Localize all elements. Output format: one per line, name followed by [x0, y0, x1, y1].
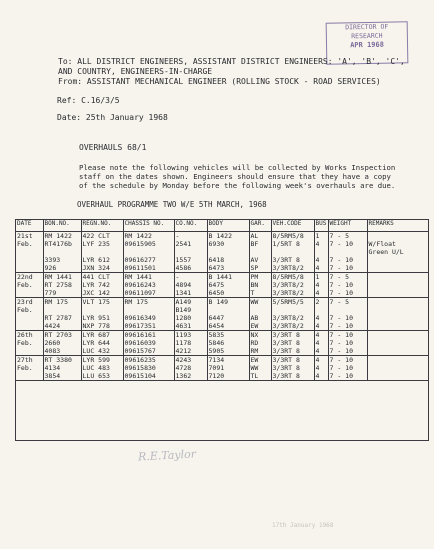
cell-line [45, 248, 80, 256]
cell-bon-no [43, 331, 81, 356]
cell-line: 4894 [175, 281, 192, 289]
cell-line: RD [250, 339, 259, 347]
cell-bus [314, 298, 328, 331]
cell-line: - [175, 232, 180, 240]
cell-line: 6450 [208, 289, 225, 297]
cell-line: 7 - 10 [329, 240, 353, 248]
cell-bus [314, 232, 328, 273]
cell-line: B 1422 [208, 232, 232, 240]
cell-line: LYR 742 [82, 281, 110, 289]
cell-chassis-no [123, 298, 174, 331]
cell-line: 422 CLT [82, 232, 110, 240]
cell-line: VLT 175 [82, 298, 110, 306]
cell-bon-no [43, 356, 81, 381]
cell-line: AV [250, 256, 259, 264]
cell-remarks [367, 356, 428, 381]
cell-line: 3393 [44, 256, 61, 264]
cell-line: 4134 [44, 364, 61, 372]
cell-line [369, 322, 428, 330]
cell-garage [249, 232, 271, 273]
cell-line: 2541 [175, 240, 192, 248]
cell-date [16, 356, 43, 381]
to-line: To: ALL DISTRICT ENGINEERS, ASSISTANT DISTRICT ENGINEERS: 'A', 'B', 'C', [58, 57, 405, 66]
cell-line: 6930 [208, 240, 225, 248]
cell-line: 09611097 [124, 289, 156, 297]
cell-line: 4212 [175, 347, 192, 355]
faint-footer-text: 17th January 1968 [272, 522, 334, 529]
cell-line: RM 1422 [44, 232, 72, 240]
cell-line: 4 [315, 264, 320, 272]
col-header-bon-no: BON.NO. [43, 220, 81, 232]
cell-bus [314, 356, 328, 381]
cell-line: 3/3RT 8 [272, 364, 300, 372]
cell-regn-no [81, 273, 123, 298]
cell-line [273, 306, 313, 314]
cell-line: 8/5RM5/8 [272, 232, 304, 240]
cell-line: 4 [315, 372, 320, 380]
cell-line: 09615104 [124, 372, 156, 380]
cell-line: Feb. [17, 281, 33, 289]
cell-veh-code [271, 273, 314, 298]
cell-line: 09615905 [124, 240, 156, 248]
cell-line: 22nd [17, 273, 33, 281]
cell-line: RT4176b [44, 240, 72, 248]
cell-line [369, 289, 428, 297]
cell-line [176, 248, 206, 256]
cell-line [17, 248, 42, 256]
cell-weight [328, 298, 367, 331]
cell-line: 5905 [208, 347, 225, 355]
cell-line: LYR 644 [82, 339, 110, 347]
cell-line: 1280 [175, 314, 192, 322]
cell-line [17, 372, 42, 380]
cell-line [17, 289, 42, 297]
cell-line: NXP 778 [82, 322, 110, 330]
cell-line: 09615767 [124, 347, 156, 355]
from-line: From: ASSISTANT MECHANICAL ENGINEER (ROLLING STOCK - ROAD SERVICES) [58, 77, 381, 86]
cell-line [45, 306, 80, 314]
cell-line: 2 [315, 298, 320, 306]
cell-line: WW [250, 298, 259, 306]
cell-garage [249, 356, 271, 381]
cell-co-no [174, 298, 207, 331]
overhaul-table [15, 219, 429, 441]
cell-line [17, 322, 42, 330]
cell-line [369, 347, 428, 355]
cell-line [369, 232, 428, 240]
cell-line: 09615830 [124, 364, 156, 372]
cell-line [209, 306, 248, 314]
cell-garage [249, 331, 271, 356]
cell-line: 09616235 [124, 356, 156, 364]
cell-line [369, 281, 428, 289]
cell-line: 3/3RT 8 [272, 256, 300, 264]
cell-line [369, 331, 428, 339]
cell-line: LYR 612 [82, 256, 110, 264]
cell-line: 7 - 5 [329, 273, 350, 281]
cell-co-no [174, 273, 207, 298]
cell-line: LUC 432 [82, 347, 110, 355]
cell-line: 7 - 10 [329, 289, 353, 297]
cell-line: 6475 [208, 281, 225, 289]
cell-line [125, 306, 173, 314]
cell-line [369, 372, 428, 380]
cell-weight [328, 232, 367, 273]
cell-line: RM 1441 [124, 273, 152, 281]
cell-chassis-no [123, 331, 174, 356]
cell-body [207, 331, 249, 356]
cell-co-no [174, 356, 207, 381]
cell-remarks [367, 298, 428, 331]
cell-remarks [367, 331, 428, 356]
cell-line: - [175, 273, 180, 281]
body-line-1: Please note the following vehicles will be collected by Works Inspection [79, 163, 396, 172]
cell-line: LYR 599 [82, 356, 110, 364]
cell-line [369, 298, 428, 306]
cell-body [207, 298, 249, 331]
cell-line: RT 3380 [44, 356, 72, 364]
cell-line: 6418 [208, 256, 225, 264]
cell-weight [328, 331, 367, 356]
cell-line: RM 1441 [44, 273, 72, 281]
cell-date [16, 331, 43, 356]
cell-line: 3/3RT 8 [272, 339, 300, 347]
cell-bon-no [43, 232, 81, 273]
cell-weight [328, 273, 367, 298]
cell-line: 4 [315, 347, 320, 355]
cell-regn-no [81, 331, 123, 356]
cell-line: 4 [315, 281, 320, 289]
cell-line: 09617351 [124, 322, 156, 330]
cell-regn-no [81, 298, 123, 331]
cell-line [316, 248, 327, 256]
cell-line: B149 [175, 306, 192, 314]
cell-line: Green U/L [368, 248, 404, 256]
cell-veh-code [271, 298, 314, 331]
cell-line: 7 - 10 [329, 256, 353, 264]
col-header-remarks: REMARKS [367, 220, 428, 232]
cell-co-no [174, 331, 207, 356]
cell-chassis-no [123, 356, 174, 381]
cell-line: LUC 483 [82, 364, 110, 372]
cell-line: 4631 [175, 322, 192, 330]
cell-line [83, 248, 122, 256]
cell-garage [249, 273, 271, 298]
cell-line: RT 2787 [44, 314, 72, 322]
cell-line: EW [250, 322, 259, 330]
cell-line: 3/3RT8/2 [272, 314, 304, 322]
cell-line: TL [250, 372, 259, 380]
cell-line: 4 [315, 289, 320, 297]
cell-line: 5835 [208, 331, 225, 339]
cell-line: 6447 [208, 314, 225, 322]
cell-line: 4586 [175, 264, 192, 272]
cell-line: W/Float [368, 240, 396, 248]
cell-regn-no [81, 356, 123, 381]
cell-line: WW [250, 364, 259, 372]
cell-line: RM 175 [44, 298, 68, 306]
cell-line: 7134 [208, 356, 225, 364]
cell-line: JXC 142 [82, 289, 110, 297]
cell-line [17, 314, 42, 322]
cell-line [369, 264, 428, 272]
col-header-veh-code: VEH.CODE [271, 220, 314, 232]
cell-line: 3/3RT 8 [272, 347, 300, 355]
cell-line: 4728 [175, 364, 192, 372]
table-row [16, 232, 428, 273]
cell-line: RM [250, 347, 259, 355]
cell-line: LLU 653 [82, 372, 110, 380]
cell-line: 23rd [17, 298, 33, 306]
cell-line: Feb. [17, 240, 33, 248]
cell-line: PM [250, 273, 259, 281]
cell-line: 4 [315, 339, 320, 347]
cell-line: 3/3RT 8 [272, 331, 300, 339]
body-line-2: staff on the dates shown. Engineers should ensure that they have a copy [79, 172, 391, 181]
cell-line [369, 273, 428, 281]
cell-line: 7091 [208, 364, 225, 372]
col-header-garage: GAR. [249, 220, 271, 232]
cell-line: 4424 [44, 322, 61, 330]
cell-line [125, 248, 173, 256]
cell-line [17, 256, 42, 264]
cell-line: B 149 [208, 298, 229, 306]
cell-chassis-no [123, 273, 174, 298]
cell-line: 09611501 [124, 264, 156, 272]
cell-bon-no [43, 273, 81, 298]
cell-line: 3/3RT8/2 [272, 281, 304, 289]
cell-date [16, 298, 43, 331]
cell-line [83, 306, 122, 314]
cell-bus [314, 331, 328, 356]
cell-line [369, 364, 428, 372]
cell-line: 3/3RT8/2 [272, 264, 304, 272]
cell-line: Feb. [17, 364, 33, 372]
cell-line [17, 347, 42, 355]
col-header-regn-no: REGN.NO. [81, 220, 123, 232]
cell-line: Feb. [17, 339, 33, 347]
table-row [16, 298, 428, 331]
cell-bus [314, 273, 328, 298]
reference: Ref: C.16/3/5 [57, 96, 120, 105]
cell-line: 4083 [44, 347, 61, 355]
cell-line: LYF 235 [82, 240, 110, 248]
received-stamp: DIRECTOR OF RESEARCH APR 1968 [326, 21, 409, 64]
cell-line: 1362 [175, 372, 192, 380]
cell-line: 7 - 10 [329, 322, 353, 330]
cell-veh-code [271, 356, 314, 381]
cell-line: 09616243 [124, 281, 156, 289]
cell-line: 7120 [208, 372, 225, 380]
cell-line [273, 248, 313, 256]
cell-line: 26th [17, 331, 33, 339]
cell-line: 4 [315, 240, 320, 248]
cell-line [17, 264, 42, 272]
cell-remarks [367, 232, 428, 273]
cell-line: 1193 [175, 331, 192, 339]
cell-weight [328, 356, 367, 381]
cell-line: 3/3RT 8 [272, 356, 300, 364]
cell-line: 7 - 5 [329, 298, 350, 306]
cell-line: LYR 951 [82, 314, 110, 322]
col-header-chassis-no: CHASSIS NO. [123, 220, 174, 232]
cell-line: 7 - 10 [329, 364, 353, 372]
col-header-body: BODY [207, 220, 249, 232]
cell-line: 09616277 [124, 256, 156, 264]
cell-line: 09616039 [124, 339, 156, 347]
cell-line: 21st [17, 232, 33, 240]
cell-line: 27th [17, 356, 33, 364]
cell-date [16, 273, 43, 298]
cell-line: 09616161 [124, 331, 156, 339]
cell-line: 7 - 10 [329, 314, 353, 322]
cell-line: 3/3RT 8 [272, 372, 300, 380]
cell-line: 3854 [44, 372, 61, 380]
cell-line: BF [250, 240, 259, 248]
col-header-co-no: CO.NO. [174, 220, 207, 232]
cell-line: 4 [315, 356, 320, 364]
cell-line: 5846 [208, 339, 225, 347]
cell-line: 3/3RT8/2 [272, 322, 304, 330]
cell-line: 441 CLT [82, 273, 110, 281]
signature: R.E.Taylor [137, 447, 197, 464]
subject-title: OVERHAULS 68/1 [79, 143, 147, 152]
cell-line: AB [250, 314, 259, 322]
cell-line: LYR 687 [82, 331, 110, 339]
to-line-2: AND COUNTRY, ENGINEERS-IN-CHARGE [58, 67, 213, 76]
cell-line [209, 248, 248, 256]
cell-line: 3/3RT8/2 [272, 289, 304, 297]
cell-line: 7 - 10 [329, 356, 353, 364]
cell-line: A149 [175, 298, 192, 306]
cell-line: 1/5RT 8 [272, 240, 300, 248]
cell-line: 6454 [208, 322, 225, 330]
cell-line: 8/5RM5/8 [272, 273, 304, 281]
cell-line: BN [250, 281, 259, 289]
cell-line: 1557 [175, 256, 192, 264]
cell-line: 7 - 10 [329, 347, 353, 355]
cell-line [330, 248, 366, 256]
cell-line: 5/5RM5/5 [272, 298, 304, 306]
cell-line [369, 306, 428, 314]
cell-line: 4 [315, 256, 320, 264]
cell-line: 4 [315, 331, 320, 339]
cell-line [330, 306, 366, 314]
cell-line [369, 339, 428, 347]
cell-line: 7 - 5 [329, 232, 350, 240]
table-row [16, 356, 428, 381]
cell-line: RM 175 [124, 298, 148, 306]
cell-line: 1 [315, 232, 320, 240]
programme-heading: OVERHAUL PROGRAMME TWO W/E 5TH MARCH, 1968 [77, 200, 267, 209]
cell-line: 1341 [175, 289, 192, 297]
cell-line: JXN 324 [82, 264, 110, 272]
cell-body [207, 273, 249, 298]
cell-line: SP [250, 264, 259, 272]
cell-line: 7 - 10 [329, 339, 353, 347]
cell-line: 2660 [44, 339, 61, 347]
cell-line: 09616349 [124, 314, 156, 322]
table-row [16, 273, 428, 298]
cell-line [369, 256, 428, 264]
col-header-bus: BUS [314, 220, 328, 232]
cell-line: B 1441 [208, 273, 232, 281]
cell-line: 7 - 10 [329, 264, 353, 272]
memo-date: Date: 25th January 1968 [57, 113, 168, 122]
cell-line [369, 314, 428, 322]
cell-line: 1178 [175, 339, 192, 347]
cell-line [251, 306, 270, 314]
cell-body [207, 232, 249, 273]
cell-regn-no [81, 232, 123, 273]
cell-line [316, 306, 327, 314]
cell-line: 1 [315, 273, 320, 281]
cell-chassis-no [123, 232, 174, 273]
table-row [16, 331, 428, 356]
cell-garage [249, 298, 271, 331]
table-header-row [16, 220, 428, 232]
col-header-date: DATE [16, 220, 43, 232]
cell-line [251, 248, 270, 256]
cell-co-no [174, 232, 207, 273]
cell-line: 6473 [208, 264, 225, 272]
cell-remarks [367, 273, 428, 298]
cell-line: NX [250, 331, 259, 339]
cell-line: 7 - 10 [329, 281, 353, 289]
cell-line: RT 2758 [44, 281, 72, 289]
cell-line: 7 - 10 [329, 331, 353, 339]
cell-line: RT 2703 [44, 331, 72, 339]
cell-line: 4 [315, 314, 320, 322]
cell-line [369, 356, 428, 364]
cell-veh-code [271, 232, 314, 273]
cell-line: 7 - 10 [329, 372, 353, 380]
cell-veh-code [271, 331, 314, 356]
cell-line: AL [250, 232, 259, 240]
cell-line: RM 1422 [124, 232, 152, 240]
cell-line: Feb. [17, 306, 33, 314]
cell-line: 4 [315, 322, 320, 330]
body-line-3: of the schedule by Monday before the following week's overhauls are due. [79, 181, 396, 190]
cell-bon-no [43, 298, 81, 331]
cell-body [207, 356, 249, 381]
col-header-weight: WEIGHT [328, 220, 367, 232]
cell-line: 926 [44, 264, 57, 272]
cell-line: 779 [44, 289, 57, 297]
cell-line: T [250, 289, 255, 297]
cell-line: 4243 [175, 356, 192, 364]
cell-line: 4 [315, 364, 320, 372]
cell-date [16, 232, 43, 273]
cell-line: EW [250, 356, 259, 364]
